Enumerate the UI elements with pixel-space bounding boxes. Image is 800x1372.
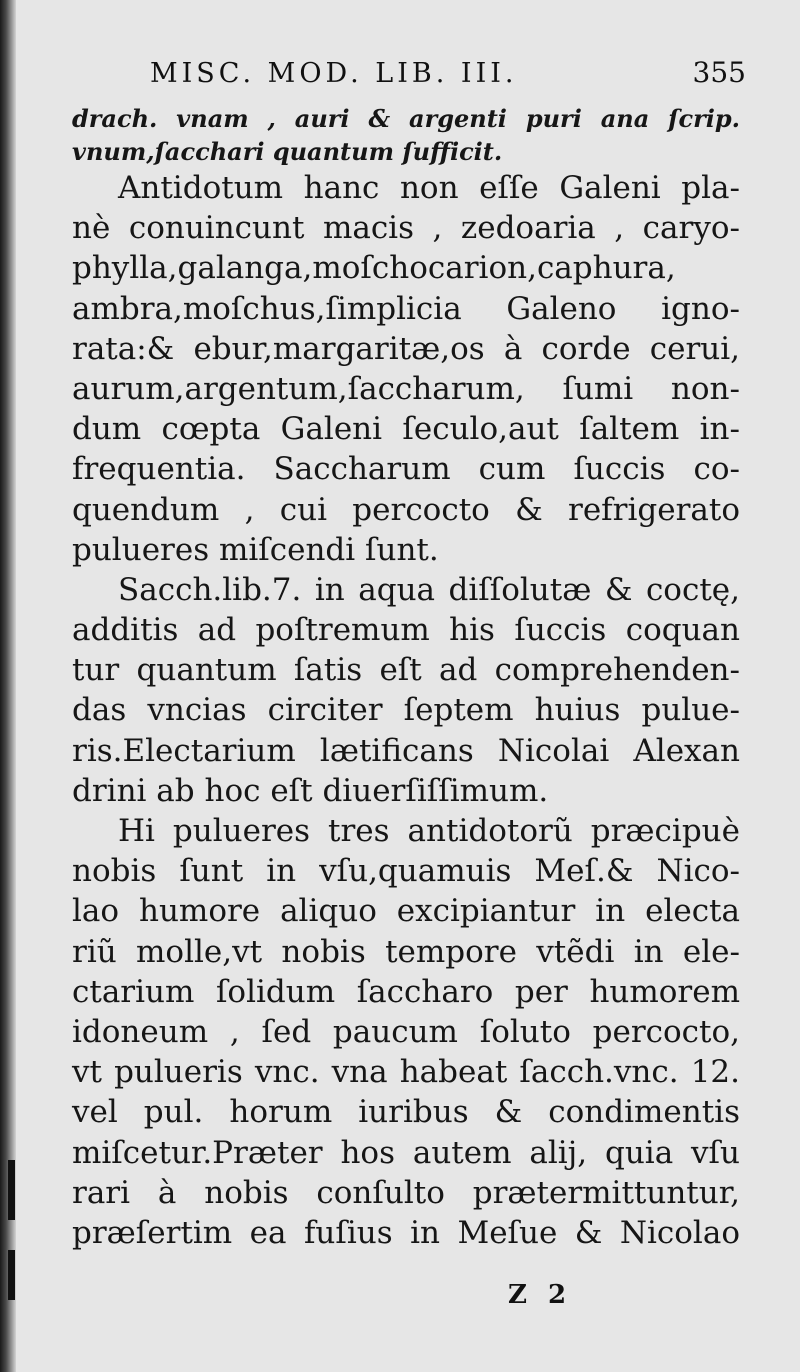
text-line: pulueres miſcendi ſunt. xyxy=(72,531,439,568)
text-line: ambra,moſchus,ſimplicia Galeno igno- xyxy=(72,290,740,327)
text-line: tur quantum ſatis eſt ad comprehenden- xyxy=(72,652,740,689)
text-line: nè conuincunt macis , zedoaria , caryo- xyxy=(72,210,740,247)
text-line: Antidotum hanc non eſſe Galeni pla- xyxy=(118,170,740,206)
text-line: præſertim ea fuſius in Meſue & Nicolao xyxy=(72,1214,740,1251)
text-line: dum cœpta Galeni ſeculo,aut ſaltem in- xyxy=(72,411,740,448)
text-line: ris.Electarium lætificans Nicolai Alexan xyxy=(72,732,740,769)
text-line: vel pul. horum iuribus & condimentis xyxy=(72,1094,740,1131)
text-block xyxy=(72,56,746,1253)
text-line: vnum,ſacchari quantum ſufficit. xyxy=(72,137,503,166)
text-line: additis ad poſtremum his ſuccis coquan xyxy=(72,612,740,649)
text-line: phylla,galanga,moſchocarion,caphura, xyxy=(72,250,676,287)
text-line: idoneum , ſed paucum ſoluto percocto, xyxy=(72,1013,740,1050)
text-line: rata:& ebur,margaritæ,os à corde cerui, xyxy=(72,330,740,367)
text-line: Hi pulueres tres antidotorũ præcipuè xyxy=(118,813,740,849)
text-line: frequentia. Saccharum cum ſuccis co- xyxy=(72,451,740,488)
text-line: drach. vnam , auri & argenti puri ana ſcrip. xyxy=(72,104,740,133)
binding-mark xyxy=(8,1160,15,1220)
text-line: vt pulueris vnc. vna habeat ſacch.vnc. 12. xyxy=(72,1054,740,1091)
page-binding-shadow xyxy=(0,0,16,1372)
text-line: nobis ſunt in vſu,quamuis Meſ.& Nico- xyxy=(72,853,740,890)
text-line: ctarium ſolidum ſaccharo per humorem xyxy=(72,973,740,1010)
text-line: lao humore aliquo excipiantur in electa xyxy=(72,893,740,930)
text-line: rari à nobis conſulto prætermittuntur, xyxy=(72,1174,740,1211)
catchword-signature: Z 2 xyxy=(508,1280,573,1310)
running-header xyxy=(72,56,746,102)
text-line: aurum,argentum,ſaccharum, ſumi non- xyxy=(72,370,740,407)
page-number: 355 xyxy=(692,56,746,89)
running-title: MISC. MOD. LIB. III. xyxy=(150,58,518,89)
text-line: miſcetur.Præter hos autem alij, quia vſu xyxy=(72,1134,740,1171)
text-line: das vncias circiter ſeptem huius pulue- xyxy=(72,692,740,729)
text-line: Sacch.lib.7. in aqua diſſolutæ & coctę, xyxy=(118,571,740,608)
text-line: quendum , cui percocto & refrigerato xyxy=(72,491,740,528)
binding-mark xyxy=(8,1250,15,1300)
text-line: riũ molle,vt nobis tempore vtẽdi in ele- xyxy=(72,933,740,970)
text-line: drini ab hoc eſt diuerſiſſimum. xyxy=(72,772,549,809)
